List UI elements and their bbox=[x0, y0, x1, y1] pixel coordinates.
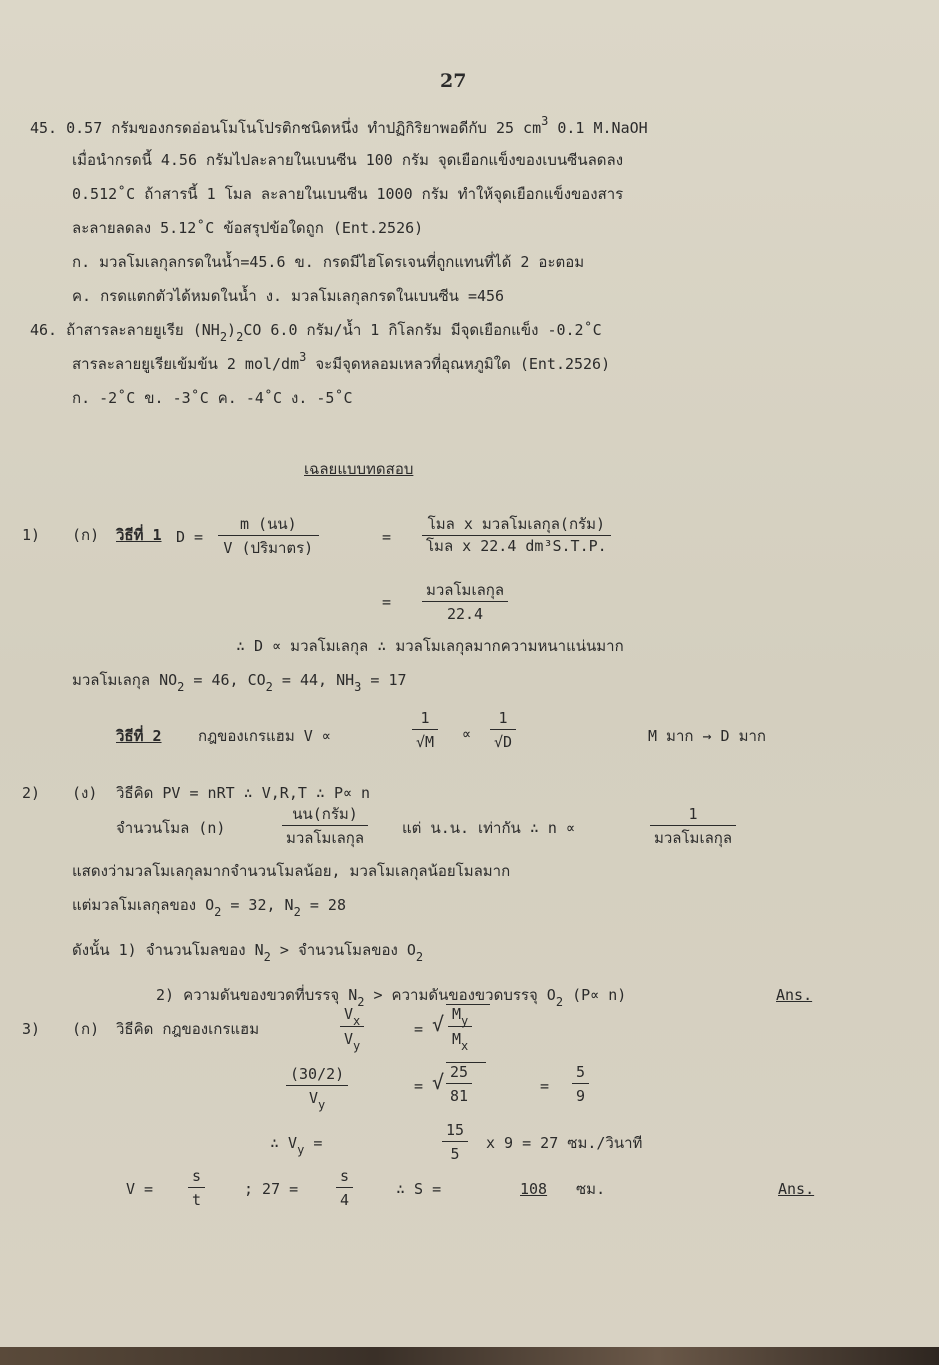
denominator: 4 bbox=[340, 1191, 350, 1209]
a3-label: 3) bbox=[22, 1020, 41, 1038]
numerator: (30/2) bbox=[286, 1064, 348, 1086]
sqrt-icon: √ bbox=[432, 1012, 445, 1036]
a2-text: ดังนั้น 1) จำนวนโมลของ N bbox=[72, 941, 264, 959]
page-number: 27 bbox=[440, 70, 467, 92]
a1-text: = 44, NH bbox=[272, 671, 355, 689]
a3-fraction-s-4 bbox=[336, 1166, 353, 1210]
a1-density-eq: D = bbox=[176, 528, 204, 546]
a1-fraction-root-d bbox=[490, 708, 516, 752]
a3-text: ∴ V bbox=[270, 1134, 298, 1152]
denominator: √M bbox=[416, 733, 435, 751]
answer-heading: เฉลยแบบทดสอบ bbox=[304, 460, 414, 478]
q46-choices: ก. -2˚C ข. -3˚C ค. -4˚C ง. -5˚C bbox=[72, 389, 353, 407]
equals-sign: = bbox=[382, 528, 392, 546]
a2-text: > จำนวนโมลของ O bbox=[270, 941, 416, 959]
a3-fraction-vx-vy bbox=[340, 1004, 364, 1053]
q45-text: 45. 0.57 กรัมของกรดอ่อนโมโนโปรติกชนิดหนึ่ง ทำปฏิกิริยาพอดีกับ 25 cm bbox=[30, 119, 542, 137]
a1-text: = 46, CO bbox=[184, 671, 266, 689]
q45-line-3: 0.512˚C ถ้าสารนี้ 1 โมล ละลายในเบนซีน 1000 กรัม ทำให้จุดเยือกแข็งของสาร bbox=[72, 185, 624, 203]
a1-choice: (ก) bbox=[72, 526, 100, 544]
subscript: 2 bbox=[177, 680, 185, 694]
a3-fraction-s-t bbox=[188, 1166, 205, 1210]
a1-conclusion: M มาก → D มาก bbox=[648, 727, 767, 745]
q46-text: ) bbox=[227, 321, 237, 339]
a2-text: = 28 bbox=[300, 896, 346, 914]
denominator: โมล x 22.4 dm³S.T.P. bbox=[426, 537, 607, 555]
a2-choice: (ง) bbox=[72, 784, 98, 802]
a1-graham-law: กฎของเกรแฮม V ∝ bbox=[198, 727, 331, 745]
a2-method-line: วิธีคิด PV = nRT ∴ V,R,T ∴ P∝ n bbox=[116, 784, 371, 802]
a3-method-line: วิธีคิด กฎของเกรแฮม bbox=[116, 1020, 260, 1038]
a1-fraction-mw bbox=[422, 580, 508, 624]
q46-text: สารละลายยูเรียเข้มข้น 2 mol/dm bbox=[72, 355, 300, 373]
denominator bbox=[340, 1027, 364, 1053]
denominator: 5 bbox=[450, 1145, 460, 1163]
a1-text: มวลโมเลกุล NO bbox=[72, 671, 178, 689]
subscript: 2 bbox=[415, 950, 424, 964]
a1-fraction-mol bbox=[422, 514, 611, 556]
subscript: x bbox=[353, 1014, 361, 1028]
a3-fraction-25-81 bbox=[446, 1062, 472, 1106]
denominator: มวลโมเลกุล bbox=[654, 829, 733, 847]
subscript: y bbox=[353, 1039, 361, 1053]
subscript: 2 bbox=[219, 330, 228, 344]
a2-moles-label: จำนวนโมล (n) bbox=[116, 819, 226, 837]
numerator: s bbox=[336, 1166, 353, 1188]
a3-text: = bbox=[304, 1134, 323, 1152]
a1-therefore-line: ∴ D ∝ มวลโมเลกุล ∴ มวลโมเลกุลมากความหนาแน่นมาก bbox=[236, 637, 624, 655]
q45-line-2: เมื่อนำกรดนี้ 4.56 กรัมไปละลายในเบนซีน 100 กรัม จุดเยือกแข็งของเบนซีนลดลง bbox=[72, 151, 624, 169]
a3-fraction-30-2 bbox=[286, 1064, 348, 1112]
subscript: 3 bbox=[354, 680, 362, 694]
sqrt-icon: √ bbox=[432, 1070, 445, 1094]
subscript: 2 bbox=[236, 330, 244, 344]
equals-sign: = bbox=[414, 1077, 424, 1095]
numerator: 25 bbox=[446, 1062, 472, 1084]
denominator: มวลโมเลกุล bbox=[286, 829, 365, 847]
a2-conclusion-1 bbox=[72, 940, 424, 964]
scan-bottom-edge bbox=[0, 1347, 939, 1365]
denominator: V (ปริมาตร) bbox=[223, 539, 314, 557]
subscript: 2 bbox=[263, 950, 271, 964]
a3-27-equals: ; 27 = bbox=[244, 1180, 299, 1198]
subscript: 2 bbox=[293, 905, 301, 919]
subscript: y bbox=[297, 1143, 305, 1157]
denominator: √D bbox=[494, 733, 513, 751]
equals-sign: = bbox=[382, 593, 392, 611]
denominator bbox=[286, 1086, 348, 1112]
a2-text: = 32, N bbox=[221, 896, 294, 914]
velocity-symbol: V bbox=[344, 1030, 354, 1048]
numerator bbox=[448, 1004, 472, 1027]
numerator: 1 bbox=[490, 708, 516, 730]
a1-method-1: วิธีที่ 1 bbox=[116, 526, 162, 544]
mass-symbol: M bbox=[452, 1030, 462, 1048]
a1-method-2: วิธีที่ 2 bbox=[116, 727, 162, 745]
a3-result: 108 bbox=[520, 1180, 548, 1198]
a2-same-mass: แต่ น.น. เท่ากัน ∴ n ∝ bbox=[402, 819, 575, 837]
a3-fraction-15-5 bbox=[442, 1120, 468, 1164]
a2-molar-masses bbox=[72, 895, 346, 919]
proportional-sign: ∝ bbox=[462, 725, 472, 743]
numerator: s bbox=[188, 1166, 205, 1188]
a3-ans: Ans. bbox=[778, 1180, 815, 1198]
a3-unit: ซม. bbox=[576, 1180, 606, 1198]
equals-sign: = bbox=[540, 1077, 550, 1095]
subscript: y bbox=[461, 1014, 469, 1028]
a3-v-equals: V = bbox=[126, 1180, 154, 1198]
numerator: มวลโมเลกุล bbox=[422, 580, 508, 602]
q45-choice-line-1: ก. มวลโมเลกุลกรดในน้ำ=45.6 ข. กรดมีไฮโดรเจนที่ถูกแทนที่ได้ 2 อะตอม bbox=[72, 253, 585, 271]
subscript: 2 bbox=[214, 905, 222, 919]
subscript: x bbox=[461, 1039, 469, 1053]
a1-label: 1) bbox=[22, 526, 41, 544]
q46-text: 46. ถ้าสารละลายยูเรีย (NH bbox=[30, 321, 220, 339]
denominator: t bbox=[192, 1191, 202, 1209]
a3-choice: (ก) bbox=[72, 1020, 100, 1038]
a2-fraction-inverse-mw bbox=[650, 804, 736, 848]
a1-fraction-root-m bbox=[412, 708, 438, 752]
q46-line-1 bbox=[30, 320, 602, 344]
a2-text: แต่มวลโมเลกุลของ O bbox=[72, 896, 215, 914]
a1-text: = 17 bbox=[361, 671, 407, 689]
numerator: 1 bbox=[650, 804, 736, 826]
numerator: 5 bbox=[572, 1062, 589, 1084]
a1-fraction-mass-volume bbox=[218, 514, 319, 558]
subscript: 2 bbox=[265, 680, 273, 694]
a1-molar-mass-line bbox=[72, 670, 407, 694]
subscript: 2 bbox=[357, 995, 365, 1009]
q46-text: CO 6.0 กรัม/น้ำ 1 กิโลกรัม มีจุดเยือกแข็ง -0.2˚C bbox=[243, 321, 602, 339]
a2-explanation: แสดงว่ามวลโมเลกุลมากจำนวนโมลน้อย, มวลโมเลกุลน้อยโมลมาก bbox=[72, 862, 511, 880]
a2-text: 2) ความดันของขวดที่บรรจุ N bbox=[156, 986, 358, 1004]
a3-velocity-y bbox=[270, 1133, 323, 1157]
a2-text: (P∝ n) bbox=[563, 986, 627, 1004]
numerator bbox=[340, 1004, 364, 1027]
q45-line-1 bbox=[30, 114, 648, 139]
denominator: 22.4 bbox=[446, 605, 484, 623]
q46-text: จะมีจุดหลอมเหลวที่อุณหภูมิใด (Ent.2526) bbox=[306, 355, 611, 373]
superscript: 3 bbox=[299, 350, 307, 364]
a3-fraction-5-9 bbox=[572, 1062, 589, 1106]
mass-symbol: M bbox=[452, 1005, 462, 1023]
equals-sign: = bbox=[414, 1020, 424, 1038]
q45-choice-line-2: ค. กรดแตกตัวได้หมดในน้ำ ง. มวลโมเลกุลกรดในเบนซีน =456 bbox=[72, 287, 505, 305]
velocity-symbol: V bbox=[344, 1005, 354, 1023]
denominator: 81 bbox=[450, 1087, 469, 1105]
a2-text: > ความดันของขวดบรรจุ O bbox=[364, 986, 556, 1004]
numerator: m (นน) bbox=[218, 514, 319, 536]
a2-ans: Ans. bbox=[776, 986, 813, 1004]
a2-conclusion-2 bbox=[156, 985, 627, 1009]
a2-fraction-mass-mw bbox=[282, 804, 368, 848]
q45-text: 0.1 M.NaOH bbox=[548, 119, 648, 137]
superscript: 3 bbox=[541, 114, 549, 128]
velocity-symbol: V bbox=[308, 1089, 318, 1107]
a3-velocity-result: x 9 = 27 ซม./วินาที bbox=[486, 1134, 643, 1152]
numerator: นน(กรัม) bbox=[282, 804, 368, 826]
a2-label: 2) bbox=[22, 784, 41, 802]
a3-therefore-s: ∴ S = bbox=[396, 1180, 442, 1198]
numerator: 1 bbox=[412, 708, 438, 730]
a3-fraction-my-mx bbox=[448, 1004, 472, 1053]
denominator bbox=[448, 1027, 472, 1053]
denominator: 9 bbox=[576, 1087, 586, 1105]
subscript: 2 bbox=[555, 995, 564, 1009]
numerator: 15 bbox=[442, 1120, 468, 1142]
q46-line-2 bbox=[72, 350, 611, 375]
numerator: โมล x มวลโมเลกุล(กรัม) bbox=[422, 514, 611, 536]
subscript: y bbox=[317, 1098, 326, 1112]
q45-line-4: ละลายลดลง 5.12˚C ข้อสรุปข้อใดถูก (Ent.2526) bbox=[72, 219, 424, 237]
